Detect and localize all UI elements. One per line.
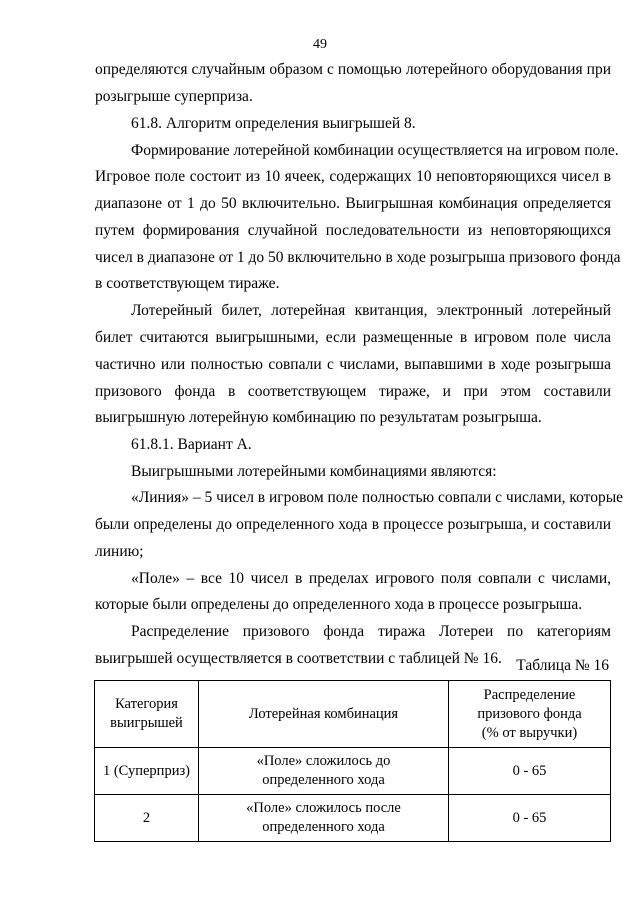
- cell-category: 2: [95, 795, 199, 842]
- text-line: Формирование лотерейной комбинации осуществляется на игровом поле.: [131, 142, 619, 159]
- cell-distribution: 0 - 65: [449, 795, 611, 842]
- text-line: определяются случайным образом с помощью лотерейного оборудования при: [95, 61, 611, 78]
- text-line: Лотерейный билет, лотерейная квитанция, электронный лотерейный: [131, 302, 611, 319]
- text-line: призового фонда в соответствующем тираже, и при этом составили: [95, 383, 611, 400]
- table-header-row: [95, 681, 611, 748]
- table-caption: Таблица № 16: [516, 657, 609, 674]
- text-line: чисел в диапазоне от 1 до 50 включительно в ходе розыгрыша призового фонда: [95, 249, 621, 266]
- text-line: диапазоне от 1 до 50 включительно. Выигрышная комбинация определяется: [95, 195, 611, 212]
- prize-distribution-table: [94, 680, 611, 842]
- table-row: [95, 748, 611, 795]
- text-line: линию;: [95, 543, 144, 560]
- cell-distribution: 0 - 65: [449, 748, 611, 795]
- header-distribution: Распределение призового фонда (% от выручки): [449, 681, 611, 748]
- text-line: «Поле» – все 10 чисел в пределах игрового поля совпали с числами,: [131, 570, 611, 587]
- text-line: Выигрышными лотерейными комбинациями являются:: [131, 463, 497, 480]
- page-number: 49: [313, 37, 327, 52]
- section-heading: 61.8. Алгоритм определения выигрышей 8.: [131, 115, 416, 132]
- text-line: Распределение призового фонда тиража Лотереи по категориям: [131, 623, 611, 640]
- text-line: Игровое поле состоит из 10 ячеек, содержащих 10 неповторяющихся чисел в: [95, 168, 611, 185]
- cell-combination: «Поле» сложилось до определенного хода: [199, 748, 449, 795]
- text-line: выигрышную лотерейную комбинацию по результатам розыгрыша.: [95, 409, 542, 426]
- header-combination: Лотерейная комбинация: [199, 681, 449, 748]
- table-row: [95, 795, 611, 842]
- text-line: путем формирования случайной последовательности из неповторяющихся: [95, 222, 611, 239]
- text-line: билет считаются выигрышными, если размещенные в игровом поле числа: [95, 329, 611, 346]
- text-line: в соответствующем тираже.: [95, 275, 280, 292]
- cell-category: 1 (Суперприз): [95, 748, 199, 795]
- text-line: «Линия» – 5 чисел в игровом поле полностью совпали с числами, которые: [131, 489, 624, 506]
- section-heading: 61.8.1. Вариант А.: [131, 436, 252, 453]
- text-line: которые были определены до определенного хода в процессе розыгрыша.: [95, 596, 583, 613]
- header-category: Категория выигрышей: [95, 681, 199, 748]
- text-line: частично или полностью совпали с числами, выпавшими в ходе розыгрыша: [95, 356, 611, 373]
- text-line: выигрышей осуществляется в соответствии с таблицей № 16.: [95, 650, 502, 667]
- cell-combination: «Поле» сложилось после определенного хода: [199, 795, 449, 842]
- text-line: были определены до определенного хода в процессе розыгрыша, и составили: [95, 516, 611, 533]
- text-line: розыгрыше суперприза.: [95, 88, 253, 105]
